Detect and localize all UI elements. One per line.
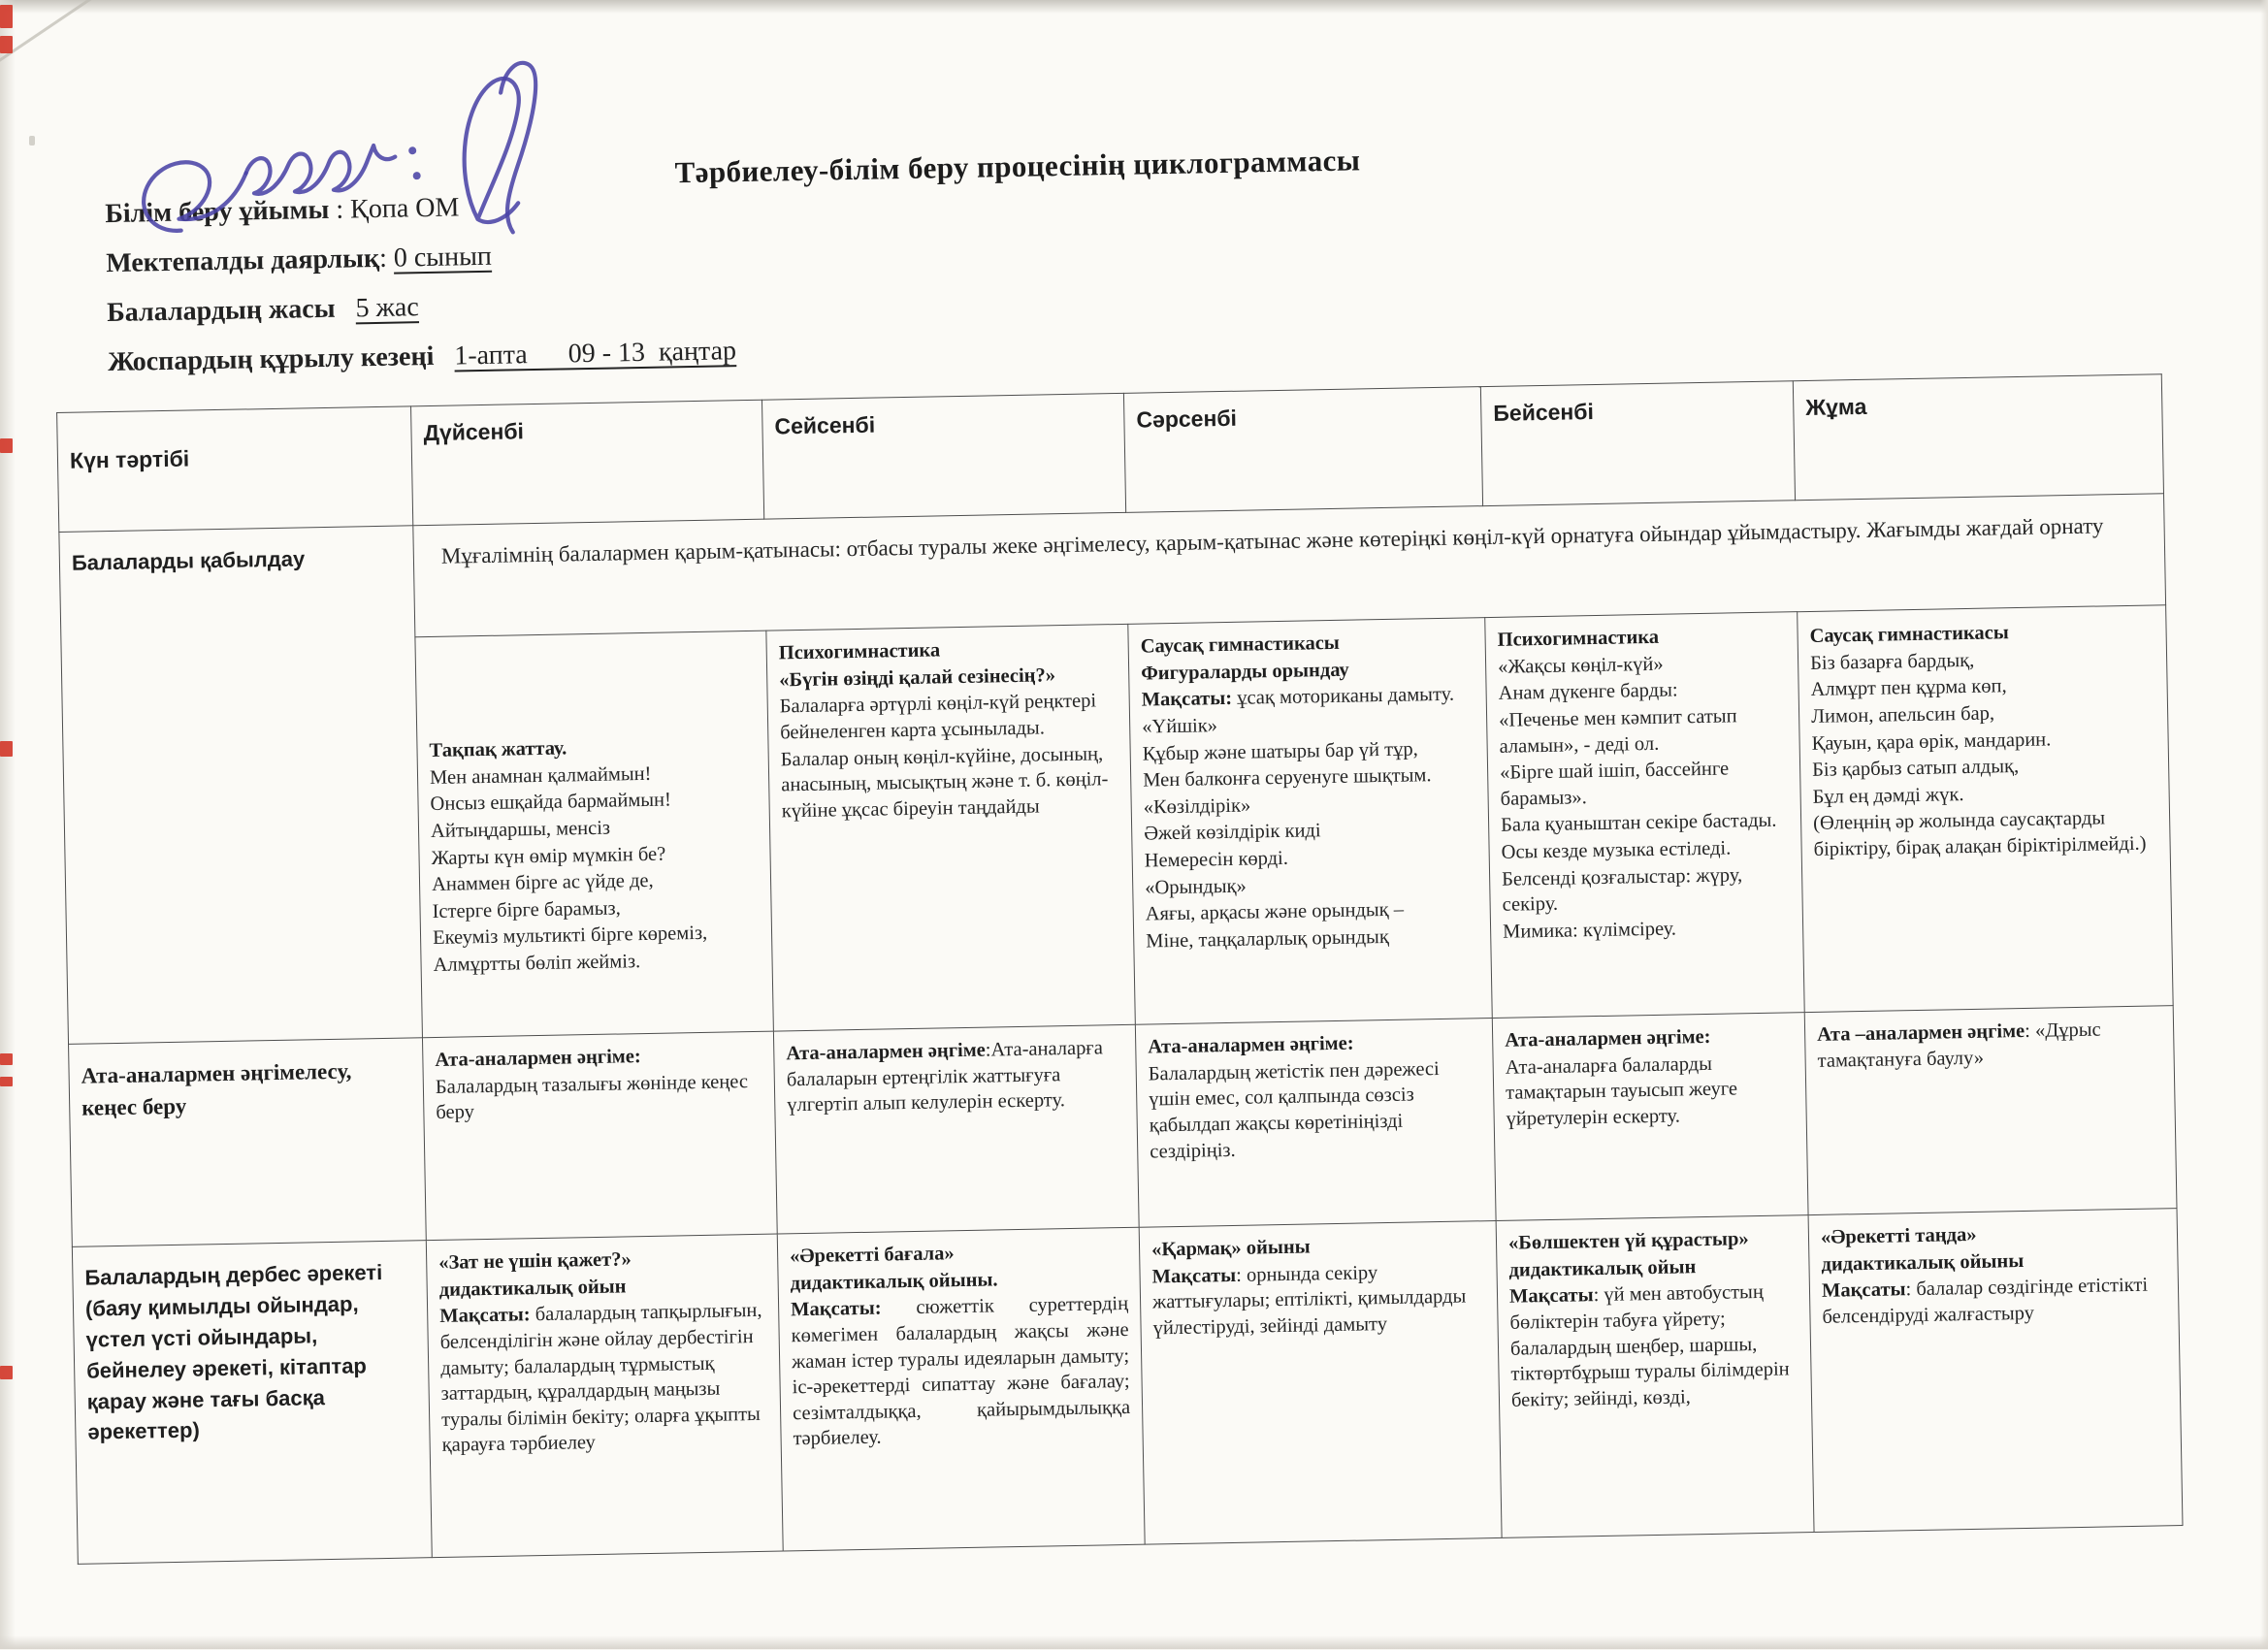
text-line: Балаларға әртүрлі көңіл-күй реңктері бейнеленген карта ұсынылады.	[779, 690, 1097, 744]
text-line: Лимон, апельсин бар,	[1810, 702, 1995, 728]
text-line: Аяғы, арқасы және орындық –	[1145, 899, 1405, 925]
text-line: Саусақ гимнастикасы	[1140, 631, 1341, 658]
text-line: дидактикалық ойыны.	[790, 1269, 998, 1294]
text-line: Екеуміз мультикті бірге көреміз,	[432, 922, 708, 950]
header-day-thursday: Бейсенбі	[1480, 381, 1795, 506]
text-line: Ата-аналармен әңгіме:	[1505, 1025, 1711, 1051]
text-line: Алмұрт пен құрма көп,	[1810, 675, 2007, 701]
text-line: Психогимнастика	[1497, 626, 1660, 651]
text-line: Мақсаты: ұсақ моториканы дамыту.	[1141, 683, 1455, 711]
text-line: Мақсаты: сюжеттік суреттердің көмегімен балалардың жақсы және жаман істер туралы идеяларын дамыту; іс-әрекеттерді сипаттау және бағалау; сезімталдыққа, қайырымдылыққа тәрбиелеу.	[790, 1293, 1131, 1450]
signature-ink	[119, 50, 589, 263]
text-line: Алмұртты бөліп жейміз.	[433, 951, 641, 977]
text-line: Ата-аналармен әңгіме:	[435, 1046, 641, 1071]
text-line: Біз қарбыз сатып алдық,	[1811, 756, 2020, 782]
cell-text	[1497, 622, 1791, 945]
scanner-mark	[0, 1366, 13, 1379]
text-line: дидактикалық ойыны	[1821, 1249, 2025, 1276]
text-line: (Өлеңнің әр жолында саусақтарды біріктіру, бірақ алақан біріктірілмейді.)	[1812, 807, 2147, 861]
cell-independent-tuesday	[777, 1227, 1145, 1551]
text-line: Балалардың жетістік пен дәрежесі үшін емес, сол қалпында сөзсіз қабылдап жақсы көретініңізді сездіріңіз.	[1148, 1057, 1440, 1163]
cell-text	[428, 641, 761, 979]
cell-text	[1140, 628, 1478, 954]
cell-text	[435, 1042, 762, 1126]
cell-text	[1817, 1016, 2162, 1074]
cell-reception-thursday	[1485, 612, 1805, 1019]
cell-reception-friday	[1798, 605, 2174, 1013]
row-independent	[72, 1209, 2183, 1565]
text-line: «Бірге шай ішіп, бассейнге барамыз».	[1499, 758, 1730, 810]
text-line: Міне, таңқаларлық орындық	[1146, 926, 1390, 953]
header-kun-tartibi: Күн тәртібі	[57, 406, 413, 533]
cell-parents-monday	[422, 1031, 777, 1241]
text-line: Ата –аналармен әңгіме: «Дұрыс тамақтануға баулу»	[1816, 1019, 2101, 1072]
text-line: дидактикалық ойын	[438, 1276, 627, 1301]
cell-reception-merged-intro: Мұғалімнің балалармен қарым-қатынасы: отбасы туралы жеке әңгімелесу, қарым-қатынас және көтеріңкі көңіл-күй орнатуға ойындар ұйымдастыру. Жағымды жағдай орнату	[413, 494, 2166, 637]
text-line: Ата-аналарға балаларды тамақтарын тауысып жеуге үйретулерін ескерту.	[1505, 1052, 1738, 1130]
header-day-friday: Жұма	[1793, 374, 2163, 501]
row-parents	[69, 1006, 2177, 1247]
text-line: Бала қуаныштан секіре бастады.	[1500, 810, 1777, 837]
meta-label: Мектепалды даярлық	[106, 243, 380, 279]
cell-text	[779, 634, 1119, 825]
text-line: Балалардың тазалығы жөнінде кеңес беру	[435, 1070, 749, 1124]
cell-text	[790, 1238, 1131, 1452]
text-line: «Печенье мен кәмпит сатып аламын», - деді ол.	[1498, 705, 1737, 758]
text-line: Немересін көрді.	[1144, 847, 1289, 872]
cyclogram-table	[56, 373, 2183, 1565]
text-line: «Әрекетті бағала»	[789, 1243, 955, 1268]
cell-text	[1148, 1028, 1482, 1164]
meta-value: 0 сынып	[393, 241, 493, 274]
text-line: Онсыз ешқайда бармаймын!	[430, 789, 672, 816]
text-line: Ата-аналармен әңгіме:Ата-аналарға балаларын ертеңгілік жаттығуға үлгертіп алып келулерін ескерту.	[786, 1037, 1104, 1116]
text-line: «Қармақ» ойыны	[1150, 1236, 1311, 1261]
text-line: Анаммен бірге ас үйде де,	[431, 870, 654, 896]
meta-line-age	[107, 284, 980, 327]
text-line: Саусақ гимнастикасы	[1809, 622, 2009, 647]
cell-text	[438, 1245, 769, 1459]
cell-reception-tuesday	[766, 624, 1136, 1031]
header-day-monday: Дүйсенбі	[411, 400, 764, 526]
text-line: дидактикалық ойын	[1508, 1255, 1697, 1281]
text-line: Жарты күн өмір мүмкін бе?	[431, 843, 666, 869]
text-line: Белсенді қозғалыстар: жүру, секіру.	[1501, 864, 1743, 917]
text-line: «Зат не үшін қажет?»	[438, 1248, 632, 1274]
cell-reception-wednesday	[1128, 618, 1493, 1025]
text-line: Тақпақ жаттау.	[429, 737, 567, 762]
text-line: Мен анамнан қалмаймын!	[429, 762, 652, 789]
meta-line-organization: Білім беру ұйымы : Қопа ОМ	[105, 192, 460, 230]
text-line: «Орындық»	[1145, 875, 1247, 899]
text-line: Мен балконға серуенуге шықтым.	[1143, 764, 1432, 792]
text-line: Мақсаты: орнында секіру жаттығулары; ептілікті, қимылдарды үйлестіруді, зейінді дамыту	[1151, 1261, 1467, 1340]
row-label-reception: Балаларды қабылдау	[59, 526, 423, 1045]
approval-signature	[119, 50, 589, 263]
header-day-wednesday: Сәрсенбі	[1123, 387, 1482, 513]
cell-text	[1821, 1218, 2167, 1330]
text-line: Айтыңдаршы, менсіз	[430, 817, 611, 842]
cell-text	[1809, 615, 2157, 862]
text-line: «Бүгін өзіңді қалай сезінесің?»	[779, 663, 1056, 692]
cell-independent-friday	[1808, 1209, 2183, 1533]
cell-parents-friday	[1804, 1006, 2177, 1215]
row-label-independent: Балалардың дербес әрекеті (баяу қимылды ойындар, үстел үсті ойындары, бейнелеу әрекеті, кітаптар қарау және тағы басқа әрекеттер)	[72, 1241, 432, 1565]
text-line: Мақсаты: балалардың тапқырлығын, белсенділігін және ойлау дербестігін дамыту; балалардың тұрмыстық заттардың, құралдардың маңызы туралы білімін бекіту; оларға ұқыпты қарауға тәрбиелеу	[439, 1300, 762, 1457]
text-line: Істерге бірге барамыз,	[432, 897, 621, 922]
table-body	[59, 494, 2183, 1565]
meta-label: Білім беру ұйымы	[105, 194, 330, 230]
cell-independent-wednesday	[1139, 1220, 1502, 1544]
text-line: Балалар оның көңіл-күйіне, досының, анасының, мысықтың және т. б. көңіл-күйіне ұқсас біреуін таңдайды	[780, 742, 1109, 823]
text-line: Фигураларды орындау	[1141, 659, 1349, 685]
text-line: «Көзілдірік»	[1143, 794, 1251, 819]
text-line: Психогимнастика	[778, 639, 941, 664]
meta-value: 5 жас	[355, 292, 420, 324]
cell-parents-wednesday	[1135, 1019, 1496, 1228]
meta-line-preschool: Мектепалды даярлық: 0 сынып	[106, 241, 493, 279]
cell-text	[1508, 1225, 1799, 1413]
text-line: Бұл ең дәмді жүк.	[1812, 783, 1964, 808]
cell-text	[1151, 1231, 1486, 1342]
page-title: Тәрбиелеу-білім беру процесінің циклограммасы	[674, 143, 1361, 190]
cell-parents-tuesday	[773, 1024, 1139, 1234]
cell-independent-monday	[426, 1234, 783, 1558]
scanner-mark	[0, 1077, 13, 1086]
meta-value: Қопа ОМ	[349, 192, 460, 225]
header-day-tuesday: Сейсенбі	[761, 393, 1125, 519]
text-line: Осы кезде музыка естіледі.	[1501, 837, 1732, 863]
text-line: Ата-аналармен әңгіме:	[1148, 1032, 1354, 1058]
text-line: Мақсаты: үй мен автобустың бөліктерін табуға үйрету; балалардың шеңбер, шаршы, тіктөртбұрыш туралы білімдерін бекіту; зейінді, көзді,	[1508, 1281, 1790, 1411]
scanner-mark	[0, 1053, 13, 1065]
text-line: Әжей көзілдірік киді	[1144, 820, 1321, 846]
text-line: Мимика: күлімсіреу.	[1502, 918, 1677, 943]
text-line: «Үйшік»	[1142, 715, 1218, 738]
text-line: Құбыр және шатыры бар үй тұр,	[1142, 737, 1418, 765]
row-label-parents: Ата-аналармен әңгімелесу, кеңес беру	[69, 1038, 427, 1247]
meta-value: 1-апта 09 - 13 қаңтар	[454, 336, 737, 372]
meta-label: Жоспардың құрылу кезеңі	[107, 340, 435, 378]
text-line: «Бөлшектен үй құрастыр»	[1507, 1228, 1749, 1254]
text-line: Қауын, қара өрік, мандарин.	[1811, 728, 2052, 755]
cell-independent-thursday	[1496, 1215, 1814, 1538]
text-line: «Әрекетті таңда»	[1820, 1223, 1977, 1248]
scan-edge-bottom	[0, 1635, 2268, 1649]
cell-parents-thursday	[1492, 1013, 1808, 1221]
meta-line-period	[108, 334, 981, 376]
cell-text	[1505, 1022, 1795, 1132]
text-line: Анам дүкенге барды:	[1498, 679, 1678, 705]
meta-label: Балалардың жасы	[106, 293, 336, 329]
cell-reception-monday	[415, 631, 774, 1038]
text-line: «Жақсы көңіл-күй»	[1497, 653, 1664, 678]
cell-text	[786, 1035, 1124, 1118]
text-line: Біз базарға бардық,	[1809, 649, 1975, 674]
text-line: Мақсаты: балалар сөздігінде етістікті белсендіруді жалғастыру	[1821, 1274, 2149, 1328]
